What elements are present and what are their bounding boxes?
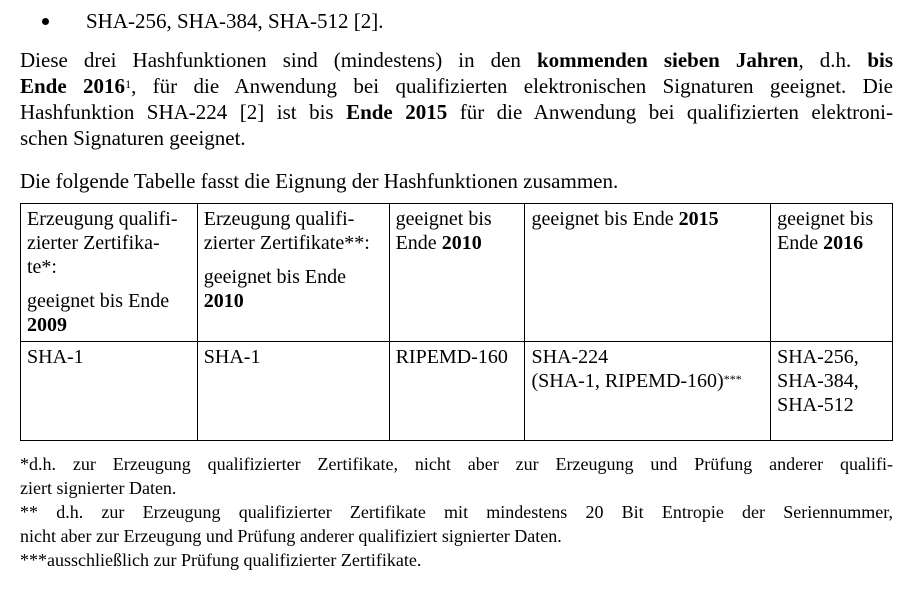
footnote-3: ***ausschließlich zur Prüfung qualifizierter Zertifikate. xyxy=(20,550,422,570)
table-row xyxy=(21,342,893,441)
hash-suitability-table xyxy=(20,203,893,441)
bullet-text: SHA-256, SHA-384, SHA-512 [2]. xyxy=(86,9,384,33)
table-cell: SHA-224 (SHA-1, RIPEMD-160)*** xyxy=(525,342,771,441)
footnote-2: ** d.h. zur Erzeugung qualifizierter Zertifikate mit mindestens 20 Bit Entropie der Seriennummer, nicht aber zur Erzeugung und Prüfung anderer qualifiziert signierter Daten. xyxy=(20,502,893,546)
bullet-dot-icon xyxy=(42,18,49,25)
footnote-ref: 1 xyxy=(125,77,132,91)
table-header-cell: geeignet bis Ende 2010 xyxy=(389,204,525,342)
paragraph-hash-suitability xyxy=(20,47,893,151)
table-cell: RIPEMD-160 xyxy=(389,342,525,441)
footnote-ref: *** xyxy=(723,372,742,386)
paragraph-line: Diese drei Hashfunktionen sind (mindestens) in den kommenden sieben Jahren, d.h. bis xyxy=(20,48,893,72)
table-header-cell: geeignet bis Ende 2015 xyxy=(525,204,771,342)
paragraph-line: Ende 2016$^1$, für die Anwendung bei qualifizierten elektronischen Signaturen geeignet. Die xyxy=(20,74,894,98)
table-header-row xyxy=(21,204,893,342)
paragraph-table-intro: Die folgende Tabelle fasst die Eignung der Hashfunktionen zusammen. xyxy=(20,169,619,193)
paragraph-line: Hashfunktion SHA-224 [2] ist bis Ende 2015 für die Anwendung bei qualifizierten elektroni- xyxy=(20,100,893,124)
table-cell: SHA-1 xyxy=(21,342,198,441)
table-header-cell: geeignet bis Ende 2016 xyxy=(771,204,893,342)
table-header-cell: Erzeugung qualifi- zierter Zertifika- te*: geeignet bis Ende 2009 xyxy=(21,204,198,342)
paragraph-line: schen Signaturen geeignet. xyxy=(20,126,246,150)
table-cell: SHA-1 xyxy=(197,342,389,441)
table-cell: SHA-256, SHA-384, SHA-512 xyxy=(771,342,893,441)
footnote-1: *d.h. zur Erzeugung qualifizierter Zertifikate, nicht aber zur Erzeugung und Prüfung anderer qualifi- ziert signierter Daten. xyxy=(20,454,893,498)
table-header-cell: Erzeugung qualifi- zierter Zertifikate**: geeignet bis Ende 2010 xyxy=(197,204,389,342)
